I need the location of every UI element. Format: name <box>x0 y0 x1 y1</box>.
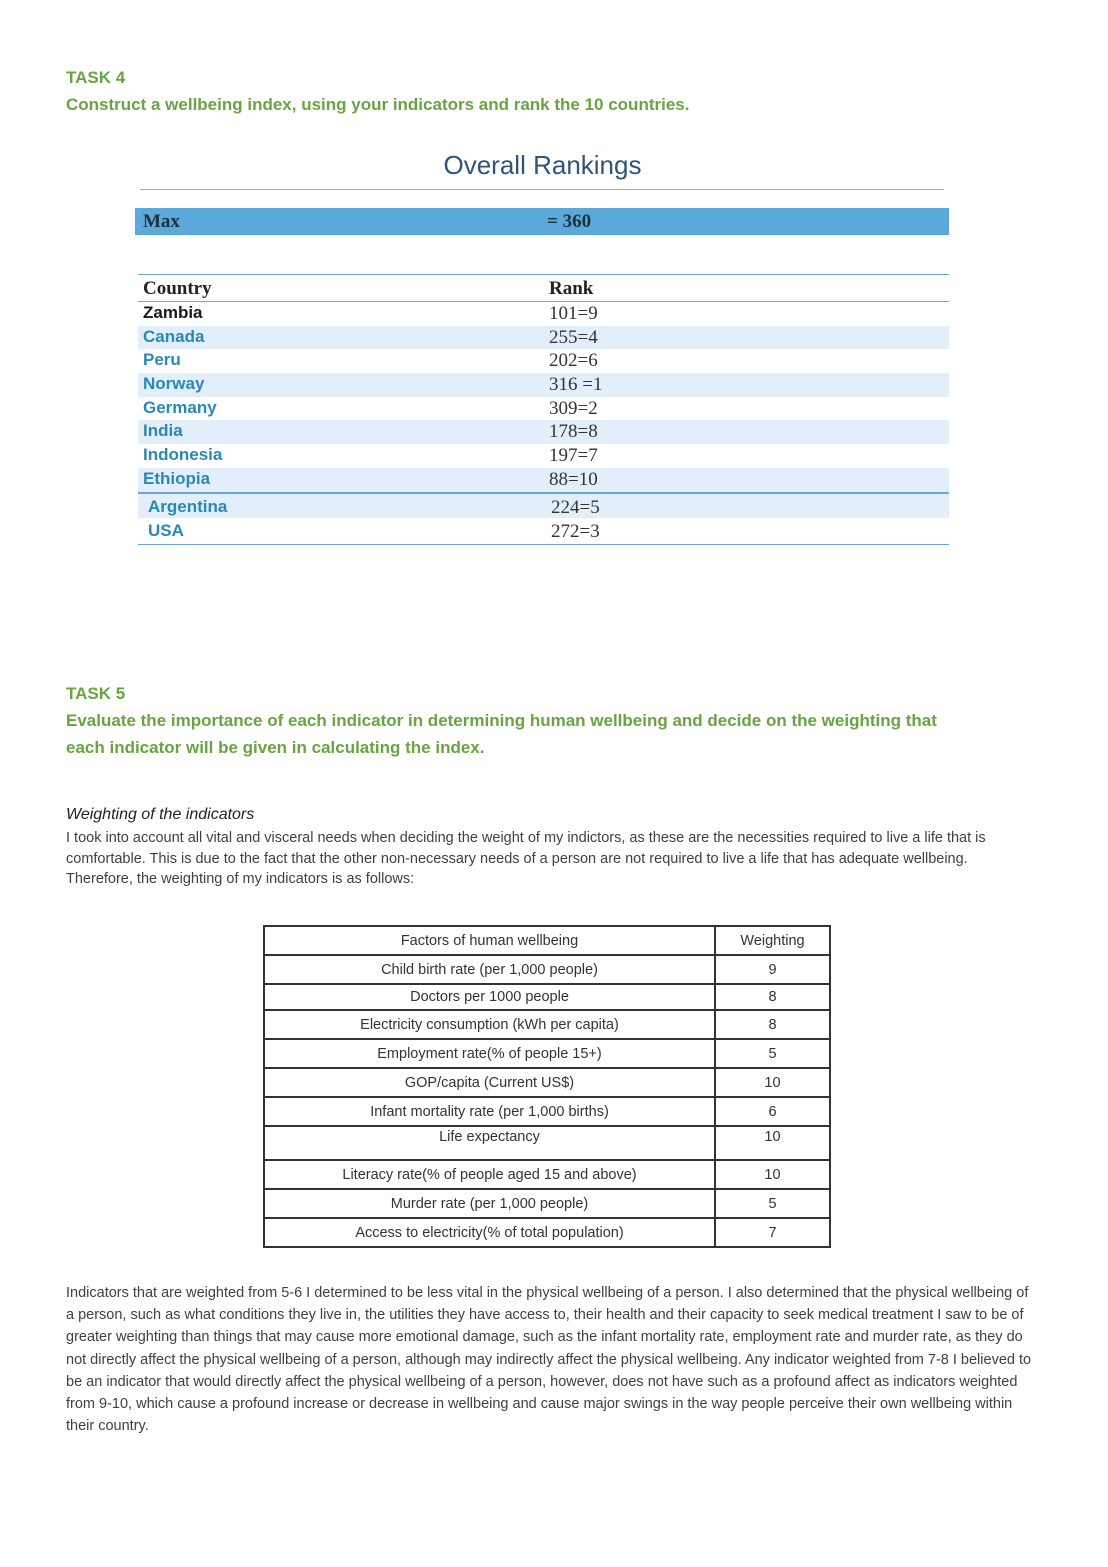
factor-cell: Access to electricity(% of total population) <box>264 1218 715 1247</box>
table-row <box>264 1218 830 1247</box>
country-rank: 178=8 <box>549 421 598 443</box>
country-name: Germany <box>143 397 217 417</box>
task5-heading: TASK 5 <box>66 684 126 703</box>
max-value: = 360 <box>547 211 592 232</box>
country-name: Ethiopia <box>143 468 211 488</box>
factor-cell: Employment rate(% of people 15+) <box>264 1039 715 1068</box>
task4-instruction: Construct a wellbeing index, using your indicators and rank the 10 countries. <box>66 95 690 114</box>
weighting-header-row <box>264 926 830 955</box>
factor-cell: Electricity consumption (kWh per capita) <box>264 1010 715 1039</box>
table-row <box>264 1189 830 1218</box>
factor-cell: GOP/capita (Current US$) <box>264 1068 715 1097</box>
weight-cell: 10 <box>715 1126 830 1160</box>
country-name: Indonesia <box>143 445 223 465</box>
factor-cell: Life expectancy <box>264 1126 715 1160</box>
factor-cell: Doctors per 1000 people <box>264 984 715 1010</box>
weighting-col-factor: Factors of human wellbeing <box>264 926 715 955</box>
weight-cell: 10 <box>715 1160 830 1189</box>
country-rank: 316 =1 <box>549 374 603 396</box>
rankings-row <box>138 444 949 468</box>
table-row <box>264 984 830 1010</box>
country-name: Peru <box>143 350 181 370</box>
max-label: Max <box>143 211 180 232</box>
weighting-conclusion: Indicators that are weighted from 5-6 I determined to be less vital in the physical wellbeing of a person. I also determined that the physical wellbeing of a person, such as what conditions they live in, the utilities they have access to, their health and their capacity to seek medical treatment I saw to be of greater weighting than things that may cause more emotional damage, such as the infant mortality rate, employment rate and murder rate, as they do not directly affect the physical wellbeing of a person, although may indirectly affect the physical wellbeing. Any indicator weighted from 7-8 I believed to be an indicator that would directly affect the physical wellbeing of a person, however, does not have such as a profound affect as indicators weighted from 9-10, which cause a profound increase or decrease in wellbeing and cause major swings in the way people perceive their own wellbeing within their country. <box>66 1285 1032 1435</box>
rankings-bottom-rule <box>138 544 949 545</box>
weight-cell: 8 <box>715 1010 830 1039</box>
country-name: Canada <box>143 326 205 346</box>
table-row <box>264 1126 830 1160</box>
weight-cell: 8 <box>715 984 830 1010</box>
task5-instruction-line2: each indicator will be given in calculating the index. <box>66 738 485 757</box>
rankings-row <box>138 302 949 326</box>
table-row <box>264 1068 830 1097</box>
weight-cell: 5 <box>715 1039 830 1068</box>
rankings-title-rule <box>140 189 944 190</box>
task4-heading: TASK 4 <box>66 68 126 87</box>
weight-cell: 9 <box>715 955 830 984</box>
country-rank: 101=9 <box>549 303 598 324</box>
rankings-row <box>138 373 949 397</box>
weighting-intro: I took into account all vital and visceral needs when deciding the weight of my indictors, as these are the necessities required to live a life that is comfortable. This is due to the fact that the other non-necessary needs of a person are not required to live a life that has adequate wellbeing. Therefore, the weighting of my indicators is as follows: <box>66 830 986 887</box>
country-rank: 197=7 <box>549 445 598 467</box>
rankings-row <box>138 420 949 444</box>
table-row <box>264 1160 830 1189</box>
weight-cell: 6 <box>715 1097 830 1126</box>
country-name: Zambia <box>143 303 203 322</box>
rankings-row <box>138 349 949 373</box>
rankings-header <box>138 275 949 302</box>
weighting-col-weight: Weighting <box>715 926 830 955</box>
country-rank: 309=2 <box>549 397 598 419</box>
factor-cell: Infant mortality rate (per 1,000 births) <box>264 1097 715 1126</box>
rankings-row <box>138 468 949 492</box>
factor-cell: Literacy rate(% of people aged 15 and above) <box>264 1160 715 1189</box>
table-row <box>264 1097 830 1126</box>
rankings-col-country: Country <box>143 278 212 299</box>
task5-instruction-line1: Evaluate the importance of each indicator in determining human wellbeing and decide on the weighting that <box>66 711 937 730</box>
rankings-table <box>138 274 949 545</box>
weight-cell: 10 <box>715 1068 830 1097</box>
country-name: USA <box>148 520 184 540</box>
country-rank: 224=5 <box>551 496 600 518</box>
weighting-table <box>263 925 831 1248</box>
country-rank: 88=10 <box>549 468 598 490</box>
factor-cell: Child birth rate (per 1,000 people) <box>264 955 715 984</box>
weight-cell: 7 <box>715 1218 830 1247</box>
table-row <box>264 955 830 984</box>
country-rank: 255=4 <box>549 326 598 348</box>
country-rank: 202=6 <box>549 350 598 372</box>
rankings-row <box>138 518 949 542</box>
country-name: Norway <box>143 374 205 394</box>
weight-cell: 5 <box>715 1189 830 1218</box>
table-row <box>264 1039 830 1068</box>
rankings-row <box>138 494 949 518</box>
factor-cell: Murder rate (per 1,000 people) <box>264 1189 715 1218</box>
rankings-title: Overall Rankings <box>443 150 642 180</box>
country-name: India <box>143 421 183 441</box>
table-row <box>264 1010 830 1039</box>
rankings-col-rank: Rank <box>549 278 594 299</box>
country-rank: 272=3 <box>551 520 600 542</box>
rankings-row <box>138 397 949 421</box>
country-name: Argentina <box>148 496 228 516</box>
max-bar <box>135 208 949 235</box>
weighting-subheading: Weighting of the indicators <box>66 806 255 823</box>
rankings-row <box>138 326 949 350</box>
